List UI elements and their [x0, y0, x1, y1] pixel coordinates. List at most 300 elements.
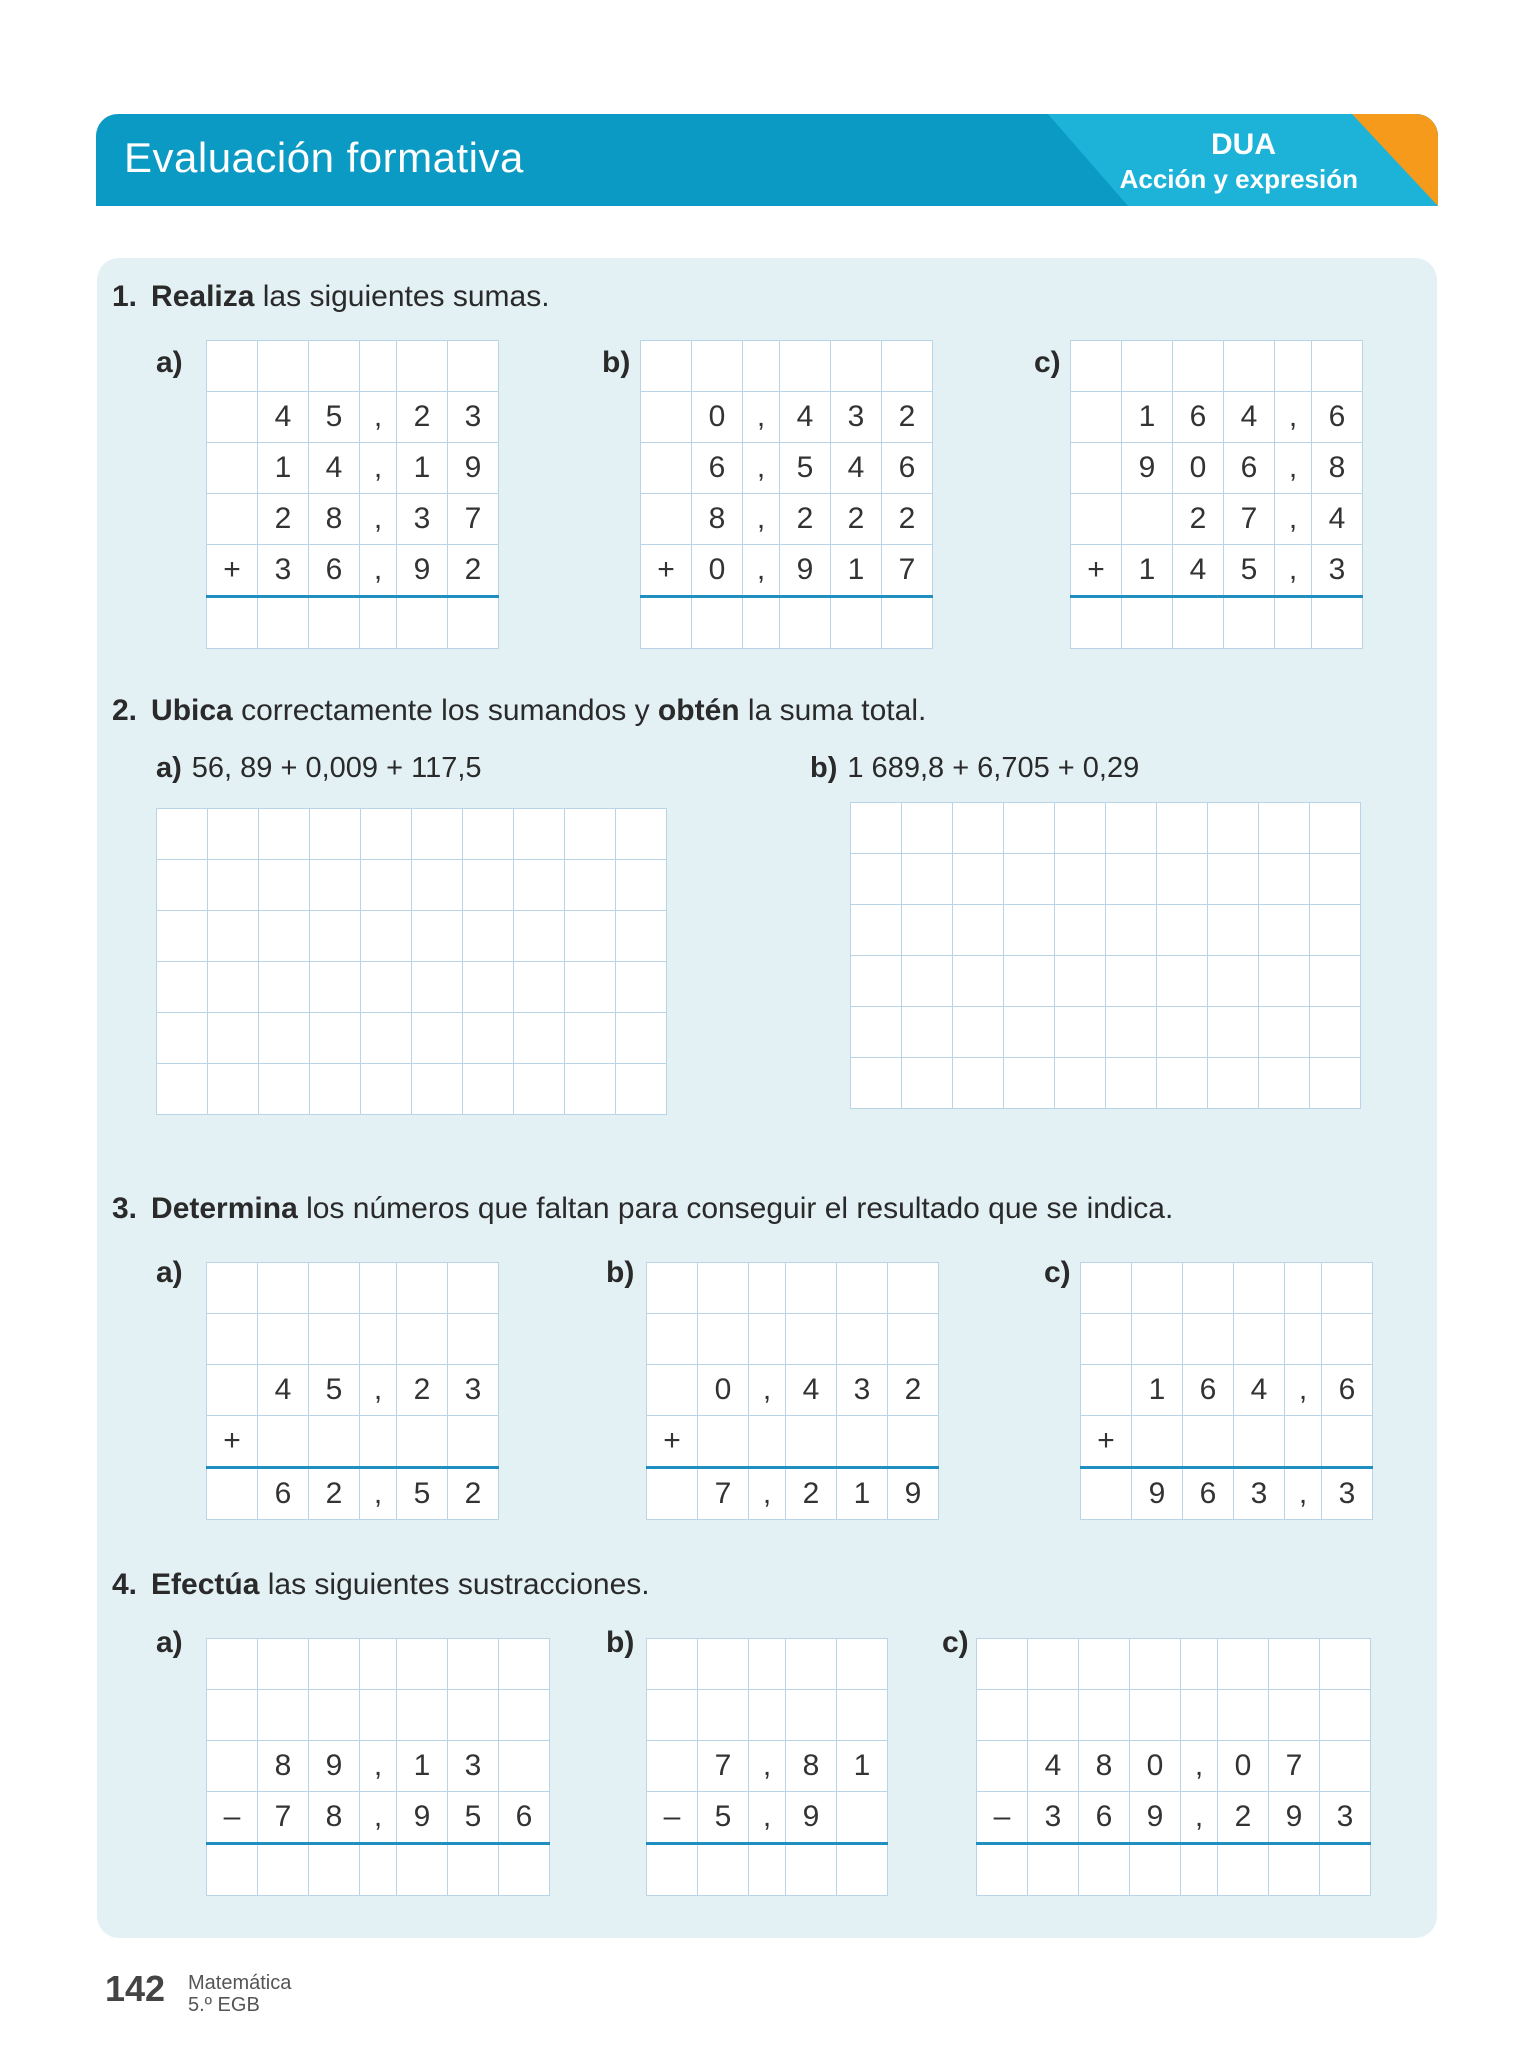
grid-cell[interactable]	[397, 597, 448, 649]
grid-cell[interactable]	[953, 956, 1004, 1007]
grid-cell[interactable]: 4	[831, 443, 882, 494]
grid-cell[interactable]	[851, 854, 902, 905]
grid-cell[interactable]	[258, 1690, 309, 1741]
grid-cell[interactable]	[647, 1741, 698, 1792]
grid-cell[interactable]	[1322, 1314, 1373, 1365]
grid-cell[interactable]	[902, 905, 953, 956]
grid-cell[interactable]	[1208, 956, 1259, 1007]
grid-cell[interactable]	[1208, 803, 1259, 854]
grid-cell[interactable]	[1157, 854, 1208, 905]
grid-cell[interactable]	[953, 803, 1004, 854]
grid-cell[interactable]	[412, 860, 463, 911]
grid-cell[interactable]	[1055, 905, 1106, 956]
grid-cell[interactable]	[207, 1639, 258, 1690]
grid-cell[interactable]: 4	[780, 392, 831, 443]
grid-cell[interactable]: 8	[309, 1792, 360, 1844]
grid-cell[interactable]	[647, 1844, 698, 1896]
grid-cell[interactable]	[1071, 341, 1122, 392]
grid-cell[interactable]	[1122, 597, 1173, 649]
grid-cell[interactable]: 2	[882, 494, 933, 545]
grid-cell[interactable]	[616, 860, 667, 911]
grid-cell[interactable]: 3	[837, 1365, 888, 1416]
grid-cell[interactable]: 2	[780, 494, 831, 545]
grid-cell[interactable]	[647, 1639, 698, 1690]
grid-cell[interactable]	[1234, 1314, 1285, 1365]
grid-cell[interactable]	[207, 1690, 258, 1741]
grid-cell[interactable]	[565, 962, 616, 1013]
grid-cell[interactable]: 7	[698, 1741, 749, 1792]
grid-cell[interactable]: +	[647, 1416, 698, 1468]
grid-cell[interactable]: 2	[888, 1365, 939, 1416]
grid-cell[interactable]	[786, 1314, 837, 1365]
grid-cell[interactable]	[1122, 494, 1173, 545]
grid-cell[interactable]	[1130, 1844, 1181, 1896]
grid-cell[interactable]: 1	[397, 1741, 448, 1792]
grid-cell[interactable]	[361, 860, 412, 911]
grid-cell[interactable]: ,	[1275, 545, 1312, 597]
grid-cell[interactable]	[448, 1314, 499, 1365]
grid-cell[interactable]	[851, 1058, 902, 1109]
grid-cell[interactable]	[1208, 1058, 1259, 1109]
grid-cell[interactable]	[1173, 597, 1224, 649]
grid-cell[interactable]: 1	[837, 1468, 888, 1520]
grid-cell[interactable]	[616, 1064, 667, 1115]
grid-cell[interactable]	[1320, 1741, 1371, 1792]
grid-cell[interactable]	[1004, 1007, 1055, 1058]
grid-cell[interactable]	[1183, 1263, 1234, 1314]
grid-cell[interactable]	[360, 1416, 397, 1468]
grid-cell[interactable]	[1259, 956, 1310, 1007]
grid-cell[interactable]	[1224, 341, 1275, 392]
grid-cell[interactable]: 4	[1028, 1741, 1079, 1792]
grid-cell[interactable]	[888, 1314, 939, 1365]
grid-cell[interactable]	[1310, 1058, 1361, 1109]
grid-cell[interactable]: ,	[1285, 1468, 1322, 1520]
grid-cell[interactable]	[259, 1064, 310, 1115]
grid-cell[interactable]	[1218, 1639, 1269, 1690]
grid-cell[interactable]: ,	[1275, 494, 1312, 545]
grid-cell[interactable]: 3	[448, 392, 499, 443]
grid-cell[interactable]	[786, 1263, 837, 1314]
grid-cell[interactable]	[208, 1064, 259, 1115]
grid-cell[interactable]: 0	[692, 392, 743, 443]
grid-cell[interactable]	[1173, 341, 1224, 392]
grid-cell[interactable]: 0	[1218, 1741, 1269, 1792]
grid-cell[interactable]	[1285, 1263, 1322, 1314]
grid-cell[interactable]	[647, 1263, 698, 1314]
grid-cell[interactable]	[397, 1690, 448, 1741]
grid-cell[interactable]: 9	[786, 1792, 837, 1844]
grid-cell[interactable]	[1055, 1007, 1106, 1058]
grid-cell[interactable]	[1004, 1058, 1055, 1109]
grid-cell[interactable]	[309, 1844, 360, 1896]
grid-cell[interactable]	[1157, 1007, 1208, 1058]
q3-b-grid[interactable]	[646, 1262, 939, 1520]
q3-c-grid[interactable]	[1080, 1262, 1373, 1520]
grid-cell[interactable]	[1055, 803, 1106, 854]
grid-cell[interactable]	[310, 1013, 361, 1064]
grid-cell[interactable]	[1004, 803, 1055, 854]
grid-cell[interactable]	[1259, 803, 1310, 854]
grid-cell[interactable]	[1028, 1690, 1079, 1741]
grid-cell[interactable]	[698, 1690, 749, 1741]
grid-cell[interactable]	[157, 1064, 208, 1115]
grid-cell[interactable]	[1106, 803, 1157, 854]
grid-cell[interactable]: ,	[360, 392, 397, 443]
grid-cell[interactable]: 8	[692, 494, 743, 545]
grid-cell[interactable]	[258, 1844, 309, 1896]
q2-b-answer-grid[interactable]	[850, 802, 1361, 1109]
grid-cell[interactable]	[514, 1064, 565, 1115]
grid-cell[interactable]	[1055, 854, 1106, 905]
grid-cell[interactable]	[208, 1013, 259, 1064]
grid-cell[interactable]	[616, 911, 667, 962]
grid-cell[interactable]	[647, 1468, 698, 1520]
grid-cell[interactable]	[1004, 854, 1055, 905]
grid-cell[interactable]	[641, 443, 692, 494]
grid-cell[interactable]	[360, 1263, 397, 1314]
grid-cell[interactable]: 2	[448, 545, 499, 597]
grid-cell[interactable]: 2	[1218, 1792, 1269, 1844]
grid-cell[interactable]: 9	[309, 1741, 360, 1792]
grid-cell[interactable]	[448, 341, 499, 392]
grid-cell[interactable]	[565, 1064, 616, 1115]
grid-cell[interactable]	[565, 1013, 616, 1064]
grid-cell[interactable]: ,	[1275, 443, 1312, 494]
grid-cell[interactable]	[1183, 1314, 1234, 1365]
grid-cell[interactable]: 9	[888, 1468, 939, 1520]
grid-cell[interactable]	[1310, 956, 1361, 1007]
grid-cell[interactable]	[514, 809, 565, 860]
grid-cell[interactable]	[831, 341, 882, 392]
grid-cell[interactable]	[1055, 1058, 1106, 1109]
grid-cell[interactable]	[1157, 1058, 1208, 1109]
grid-cell[interactable]	[1181, 1844, 1218, 1896]
grid-cell[interactable]: +	[207, 545, 258, 597]
grid-cell[interactable]	[641, 494, 692, 545]
grid-cell[interactable]	[1310, 803, 1361, 854]
grid-cell[interactable]	[837, 1639, 888, 1690]
grid-cell[interactable]	[1208, 1007, 1259, 1058]
grid-cell[interactable]: 5	[309, 392, 360, 443]
grid-cell[interactable]	[448, 1416, 499, 1468]
grid-cell[interactable]	[360, 1844, 397, 1896]
grid-cell[interactable]: 6	[258, 1468, 309, 1520]
grid-cell[interactable]	[412, 911, 463, 962]
grid-cell[interactable]: 5	[397, 1468, 448, 1520]
grid-cell[interactable]	[1269, 1639, 1320, 1690]
grid-cell[interactable]	[361, 1064, 412, 1115]
grid-cell[interactable]	[1157, 803, 1208, 854]
grid-cell[interactable]	[1312, 341, 1363, 392]
grid-cell[interactable]	[786, 1639, 837, 1690]
grid-cell[interactable]	[1106, 1058, 1157, 1109]
grid-cell[interactable]	[207, 341, 258, 392]
grid-cell[interactable]	[360, 1314, 397, 1365]
grid-cell[interactable]: 7	[258, 1792, 309, 1844]
grid-cell[interactable]: 4	[1224, 392, 1275, 443]
grid-cell[interactable]: 8	[786, 1741, 837, 1792]
grid-cell[interactable]	[786, 1844, 837, 1896]
grid-cell[interactable]	[977, 1844, 1028, 1896]
grid-cell[interactable]	[1259, 1007, 1310, 1058]
grid-cell[interactable]	[786, 1690, 837, 1741]
grid-cell[interactable]	[698, 1639, 749, 1690]
grid-cell[interactable]	[902, 854, 953, 905]
grid-cell[interactable]: 2	[786, 1468, 837, 1520]
grid-cell[interactable]: 6	[1312, 392, 1363, 443]
grid-cell[interactable]	[207, 1263, 258, 1314]
grid-cell[interactable]: +	[1071, 545, 1122, 597]
grid-cell[interactable]: ,	[360, 494, 397, 545]
grid-cell[interactable]: 6	[1079, 1792, 1130, 1844]
grid-cell[interactable]	[397, 1844, 448, 1896]
grid-cell[interactable]	[698, 1314, 749, 1365]
grid-cell[interactable]: 2	[831, 494, 882, 545]
grid-cell[interactable]	[361, 962, 412, 1013]
grid-cell[interactable]: 8	[1312, 443, 1363, 494]
grid-cell[interactable]	[565, 809, 616, 860]
grid-cell[interactable]: ,	[749, 1792, 786, 1844]
grid-cell[interactable]: ,	[360, 545, 397, 597]
grid-cell[interactable]: ,	[360, 1741, 397, 1792]
grid-cell[interactable]: 4	[258, 1365, 309, 1416]
grid-cell[interactable]	[1275, 597, 1312, 649]
grid-cell[interactable]	[514, 860, 565, 911]
grid-cell[interactable]: 7	[882, 545, 933, 597]
grid-cell[interactable]	[463, 1013, 514, 1064]
grid-cell[interactable]	[259, 1013, 310, 1064]
grid-cell[interactable]: 6	[692, 443, 743, 494]
grid-cell[interactable]: 7	[698, 1468, 749, 1520]
grid-cell[interactable]	[1259, 1058, 1310, 1109]
grid-cell[interactable]: 7	[1224, 494, 1275, 545]
grid-cell[interactable]	[1269, 1844, 1320, 1896]
grid-cell[interactable]	[207, 1468, 258, 1520]
grid-cell[interactable]	[565, 911, 616, 962]
grid-cell[interactable]: 1	[1122, 392, 1173, 443]
grid-cell[interactable]	[1130, 1690, 1181, 1741]
q4-b-grid[interactable]	[646, 1638, 888, 1896]
grid-cell[interactable]: ,	[360, 1468, 397, 1520]
grid-cell[interactable]: 2	[397, 1365, 448, 1416]
grid-cell[interactable]: ,	[743, 443, 780, 494]
grid-cell[interactable]: 4	[1234, 1365, 1285, 1416]
grid-cell[interactable]: 2	[882, 392, 933, 443]
grid-cell[interactable]	[1183, 1416, 1234, 1468]
grid-cell[interactable]	[463, 809, 514, 860]
grid-cell[interactable]	[258, 597, 309, 649]
grid-cell[interactable]: 3	[1028, 1792, 1079, 1844]
grid-cell[interactable]	[207, 597, 258, 649]
grid-cell[interactable]	[258, 1639, 309, 1690]
grid-cell[interactable]	[1157, 905, 1208, 956]
grid-cell[interactable]: ,	[743, 392, 780, 443]
grid-cell[interactable]	[412, 1064, 463, 1115]
grid-cell[interactable]	[1081, 1468, 1132, 1520]
grid-cell[interactable]	[1320, 1690, 1371, 1741]
grid-cell[interactable]	[616, 1013, 667, 1064]
grid-cell[interactable]: 3	[448, 1741, 499, 1792]
grid-cell[interactable]: 3	[258, 545, 309, 597]
grid-cell[interactable]	[953, 905, 1004, 956]
q3-a-grid[interactable]	[206, 1262, 499, 1520]
grid-cell[interactable]	[412, 962, 463, 1013]
grid-cell[interactable]: ,	[743, 494, 780, 545]
grid-cell[interactable]	[397, 1263, 448, 1314]
grid-cell[interactable]	[749, 1314, 786, 1365]
grid-cell[interactable]	[207, 1844, 258, 1896]
grid-cell[interactable]	[360, 1690, 397, 1741]
grid-cell[interactable]	[565, 860, 616, 911]
grid-cell[interactable]	[448, 597, 499, 649]
grid-cell[interactable]	[647, 1365, 698, 1416]
grid-cell[interactable]: ,	[749, 1468, 786, 1520]
grid-cell[interactable]	[309, 1639, 360, 1690]
grid-cell[interactable]	[258, 341, 309, 392]
grid-cell[interactable]	[258, 1416, 309, 1468]
grid-cell[interactable]	[259, 860, 310, 911]
grid-cell[interactable]	[1071, 597, 1122, 649]
grid-cell[interactable]	[692, 341, 743, 392]
grid-cell[interactable]	[1320, 1844, 1371, 1896]
grid-cell[interactable]: 8	[258, 1741, 309, 1792]
q2-a-answer-grid[interactable]	[156, 808, 667, 1115]
grid-cell[interactable]	[397, 1314, 448, 1365]
grid-cell[interactable]	[977, 1690, 1028, 1741]
grid-cell[interactable]	[360, 597, 397, 649]
grid-cell[interactable]	[1071, 443, 1122, 494]
grid-cell[interactable]	[258, 1263, 309, 1314]
grid-cell[interactable]	[1322, 1416, 1373, 1468]
grid-cell[interactable]	[157, 809, 208, 860]
grid-cell[interactable]	[1181, 1690, 1218, 1741]
grid-cell[interactable]	[749, 1690, 786, 1741]
grid-cell[interactable]: 5	[448, 1792, 499, 1844]
grid-cell[interactable]	[953, 1007, 1004, 1058]
grid-cell[interactable]: 3	[831, 392, 882, 443]
grid-cell[interactable]: 2	[309, 1468, 360, 1520]
grid-cell[interactable]	[310, 962, 361, 1013]
grid-cell[interactable]	[1285, 1416, 1322, 1468]
grid-cell[interactable]: 6	[499, 1792, 550, 1844]
grid-cell[interactable]: ,	[1275, 392, 1312, 443]
grid-cell[interactable]	[786, 1416, 837, 1468]
grid-cell[interactable]: 8	[1079, 1741, 1130, 1792]
q1-a-grid[interactable]	[206, 340, 499, 649]
grid-cell[interactable]: ,	[749, 1365, 786, 1416]
grid-cell[interactable]	[641, 597, 692, 649]
grid-cell[interactable]	[448, 1263, 499, 1314]
grid-cell[interactable]	[831, 597, 882, 649]
grid-cell[interactable]	[1106, 854, 1157, 905]
grid-cell[interactable]: 1	[1132, 1365, 1183, 1416]
grid-cell[interactable]: ,	[1181, 1792, 1218, 1844]
grid-cell[interactable]: 9	[780, 545, 831, 597]
grid-cell[interactable]	[207, 443, 258, 494]
grid-cell[interactable]	[310, 911, 361, 962]
grid-cell[interactable]	[208, 809, 259, 860]
grid-cell[interactable]	[1081, 1365, 1132, 1416]
grid-cell[interactable]	[258, 1314, 309, 1365]
grid-cell[interactable]	[463, 1064, 514, 1115]
grid-cell[interactable]: 9	[448, 443, 499, 494]
grid-cell[interactable]	[499, 1741, 550, 1792]
grid-cell[interactable]	[977, 1741, 1028, 1792]
grid-cell[interactable]	[837, 1416, 888, 1468]
grid-cell[interactable]: 3	[1320, 1792, 1371, 1844]
grid-cell[interactable]	[412, 809, 463, 860]
grid-cell[interactable]	[207, 1314, 258, 1365]
grid-cell[interactable]	[902, 956, 953, 1007]
grid-cell[interactable]: +	[207, 1416, 258, 1468]
grid-cell[interactable]: 9	[1130, 1792, 1181, 1844]
grid-cell[interactable]	[397, 341, 448, 392]
grid-cell[interactable]	[780, 341, 831, 392]
grid-cell[interactable]: 0	[1130, 1741, 1181, 1792]
grid-cell[interactable]: 6	[1224, 443, 1275, 494]
grid-cell[interactable]	[1130, 1639, 1181, 1690]
grid-cell[interactable]	[1234, 1416, 1285, 1468]
grid-cell[interactable]: ,	[360, 1792, 397, 1844]
grid-cell[interactable]: 4	[1173, 545, 1224, 597]
grid-cell[interactable]: 8	[309, 494, 360, 545]
grid-cell[interactable]	[157, 1013, 208, 1064]
grid-cell[interactable]	[208, 860, 259, 911]
grid-cell[interactable]: 5	[698, 1792, 749, 1844]
grid-cell[interactable]	[208, 911, 259, 962]
grid-cell[interactable]	[1310, 905, 1361, 956]
grid-cell[interactable]	[259, 962, 310, 1013]
grid-cell[interactable]	[641, 392, 692, 443]
grid-cell[interactable]	[837, 1263, 888, 1314]
grid-cell[interactable]: 2	[258, 494, 309, 545]
grid-cell[interactable]	[157, 962, 208, 1013]
grid-cell[interactable]: ,	[1285, 1365, 1322, 1416]
grid-cell[interactable]	[310, 1064, 361, 1115]
grid-cell[interactable]	[1079, 1844, 1130, 1896]
grid-cell[interactable]	[977, 1639, 1028, 1690]
grid-cell[interactable]	[360, 341, 397, 392]
grid-cell[interactable]: 7	[1269, 1741, 1320, 1792]
grid-cell[interactable]: 6	[1183, 1468, 1234, 1520]
grid-cell[interactable]	[1106, 956, 1157, 1007]
grid-cell[interactable]: 5	[1224, 545, 1275, 597]
grid-cell[interactable]	[1218, 1844, 1269, 1896]
grid-cell[interactable]	[641, 341, 692, 392]
grid-cell[interactable]	[1106, 1007, 1157, 1058]
grid-cell[interactable]	[902, 1007, 953, 1058]
grid-cell[interactable]	[698, 1416, 749, 1468]
grid-cell[interactable]	[499, 1690, 550, 1741]
grid-cell[interactable]	[851, 905, 902, 956]
grid-cell[interactable]: +	[641, 545, 692, 597]
grid-cell[interactable]	[698, 1263, 749, 1314]
q1-b-grid[interactable]	[640, 340, 933, 649]
grid-cell[interactable]	[514, 1013, 565, 1064]
grid-cell[interactable]	[1028, 1844, 1079, 1896]
grid-cell[interactable]: 1	[258, 443, 309, 494]
grid-cell[interactable]	[514, 962, 565, 1013]
grid-cell[interactable]	[448, 1690, 499, 1741]
grid-cell[interactable]	[448, 1844, 499, 1896]
grid-cell[interactable]	[397, 1639, 448, 1690]
grid-cell[interactable]: 9	[1132, 1468, 1183, 1520]
grid-cell[interactable]	[749, 1844, 786, 1896]
grid-cell[interactable]	[902, 803, 953, 854]
grid-cell[interactable]	[207, 1365, 258, 1416]
grid-cell[interactable]	[1122, 341, 1173, 392]
